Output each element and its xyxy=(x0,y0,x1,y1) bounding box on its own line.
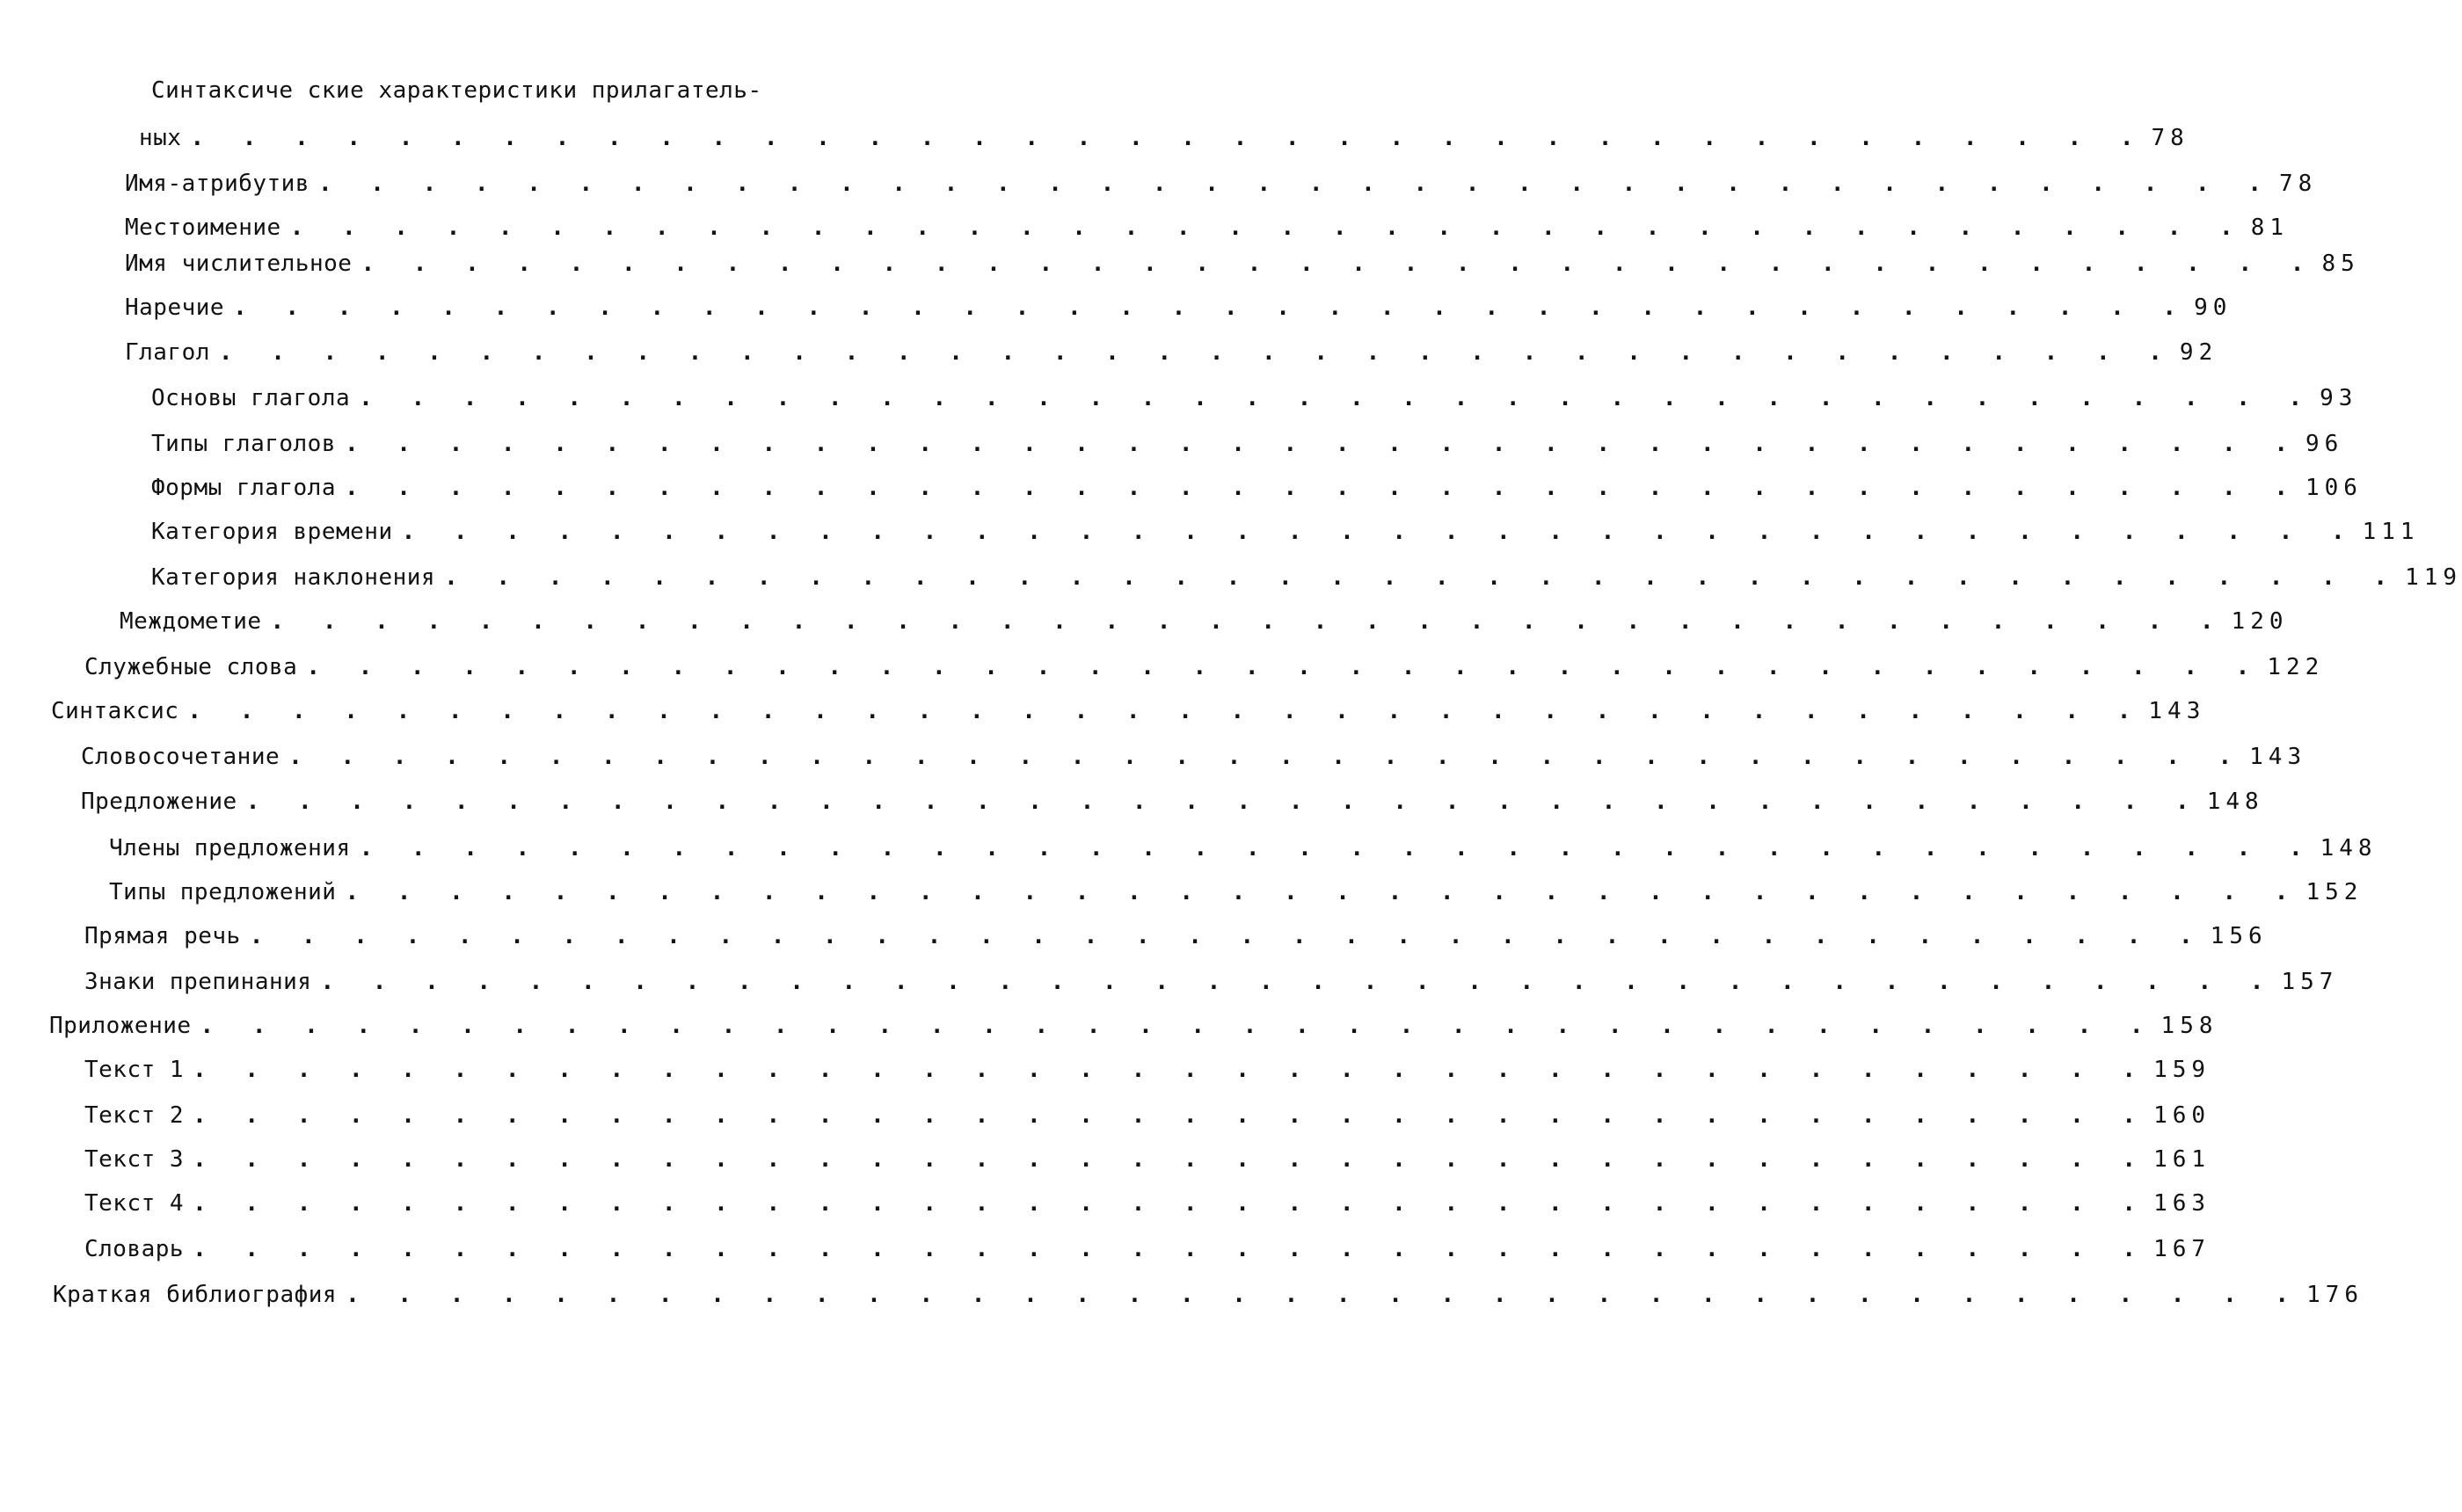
toc-page-number: 78 xyxy=(2279,171,2318,197)
toc-entry-label: Члены предложения xyxy=(109,835,351,861)
toc-entry[interactable] xyxy=(151,473,2363,503)
toc-page-number: 160 xyxy=(2153,1102,2211,1129)
toc-entry[interactable] xyxy=(81,742,2307,772)
toc-entry-label: Прямая речь xyxy=(84,923,241,949)
toc-entry[interactable] xyxy=(151,429,2344,459)
toc-entry-label: Текст 3 xyxy=(84,1146,185,1173)
toc-entry[interactable] xyxy=(84,1189,2211,1218)
toc-page-number: 119 xyxy=(2405,564,2462,591)
toc-entry[interactable] xyxy=(53,1280,2364,1310)
toc-entry-label: Имя числительное xyxy=(125,251,353,277)
toc-page-number: 122 xyxy=(2267,654,2325,680)
toc-entry-label: Типы глаголов xyxy=(151,431,336,457)
toc-entry[interactable] xyxy=(125,169,2318,199)
dot-leader: . . . . . . . . . . . . . . . . . . . . . . . . . . . . . . . . . . . . . . xyxy=(345,475,2300,501)
toc-entry[interactable] xyxy=(84,1145,2211,1174)
dot-leader: . . . . . . . . . . . . . . . . . . . . . . . . . . . . . . . . . . . . . . xyxy=(289,214,2246,241)
toc-entry-label: Словосочетание xyxy=(81,744,280,770)
toc-page-number: 143 xyxy=(2249,744,2307,770)
toc-entry[interactable] xyxy=(84,1234,2211,1264)
toc-entry-label-line1: Синтаксиче ские характеристики прилагатель- xyxy=(151,77,762,104)
toc-page-number: 176 xyxy=(2306,1282,2364,1308)
toc-page-number: 167 xyxy=(2153,1236,2211,1262)
dot-leader: . . . . . . . . . . . . . . . . . . . . . . . . . . . . . . . . . . . . . . xyxy=(193,1190,2149,1217)
dot-leader: . . . . . . . . . . . . . . . . . . . . . . . . . . . . . . . . . . . . . . xyxy=(346,1282,2302,1308)
toc-entry[interactable] xyxy=(125,249,2360,279)
toc-entry-label: Категория наклонения xyxy=(151,564,436,591)
toc-entry-label: Типы предложений xyxy=(109,879,337,905)
toc-entry[interactable] xyxy=(84,1055,2211,1085)
toc-entry[interactable] xyxy=(84,967,2339,997)
toc-page-number: 156 xyxy=(2210,923,2268,949)
dot-leader: . . . . . . . . . . . . . . . . . . . . . . . . . . . . . . . . . . . . . . xyxy=(190,125,2146,151)
toc-page-number: 96 xyxy=(2305,431,2344,457)
toc-entry-label: Текст 1 xyxy=(84,1057,185,1083)
dot-leader: . . . . . . . . . . . . . . . . . . . . . . . . . . . . . . . . . . . . . . xyxy=(444,564,2400,591)
toc-page-number: 158 xyxy=(2160,1013,2218,1039)
dot-leader: . . . . . . . . . . . . . . . . . . . . . . . . . . . . . . . . . . . . . . xyxy=(318,171,2274,197)
dot-leader: . . . . . . . . . . . . . . . . . . . . . . . . . . . . . . . . . . . . . . xyxy=(233,294,2189,321)
toc-entry-label: Предложение xyxy=(81,789,237,815)
dot-leader: . . . . . . . . . . . . . . . . . . . . . . . . . . . . . . . . . . . . . . xyxy=(193,1057,2149,1083)
toc-entry-label: Междометие xyxy=(120,608,262,635)
dot-leader: . . . . . . . . . . . . . . . . . . . . . . . . . . . . . . . . . . . . . . xyxy=(401,519,2357,545)
toc-page-number: 78 xyxy=(2151,125,2189,151)
toc-page-number: 111 xyxy=(2362,519,2420,545)
toc-entry[interactable] xyxy=(125,213,2289,243)
dot-leader: . . . . . . . . . . . . . . . . . . . . . . . . . . . . . . . . . . . . . . xyxy=(245,789,2202,815)
toc-page-number: 152 xyxy=(2305,879,2364,905)
dot-leader: . . . . . . . . . . . . . . . . . . . . . . . . . . . . . . . . . . . . . . xyxy=(359,835,2315,861)
toc-entry-label: Глагол xyxy=(125,339,210,366)
toc-page-number: 143 xyxy=(2148,698,2206,724)
toc-page-number: 157 xyxy=(2281,969,2339,995)
toc-entry-label: Синтаксис xyxy=(51,698,179,724)
toc-page-number: 163 xyxy=(2153,1190,2211,1217)
toc-entry-label: Знаки препинания xyxy=(84,969,312,995)
toc-page-number: 161 xyxy=(2153,1146,2211,1173)
toc-page-number: 159 xyxy=(2153,1057,2211,1083)
toc-entry-label: Текст 2 xyxy=(84,1102,185,1129)
dot-leader: . . . . . . . . . . . . . . . . . . . . . . . . . . . . . . . . . . . . . . xyxy=(249,923,2205,949)
toc-entry-label: Категория времени xyxy=(151,519,393,545)
toc-entry[interactable] xyxy=(84,1101,2211,1130)
toc-page-number: 90 xyxy=(2194,294,2233,321)
dot-leader: . . . . . . . . . . . . . . . . . . . . . . . . . . . . . . . . . . . . . . xyxy=(193,1236,2149,1262)
dot-leader: . . . . . . . . . . . . . . . . . . . . . . . . . . . . . . . . . . . . . . xyxy=(200,1013,2156,1039)
dot-leader: . . . . . . . . . . . . . . . . . . . . . . . . . . . . . . . . . . . . . . xyxy=(345,879,2301,905)
toc-entry-label: Основы глагола xyxy=(151,385,351,411)
dot-leader: . . . . . . . . . . . . . . . . . . . . . . . . . . . . . . . . . . . . . . xyxy=(306,654,2262,680)
toc-entry[interactable] xyxy=(125,293,2233,323)
toc-entry[interactable] xyxy=(151,383,2358,413)
toc-entry-label: Словарь xyxy=(84,1236,185,1262)
toc-page-number: 93 xyxy=(2320,385,2358,411)
toc-entry-label: Служебные слова xyxy=(84,654,298,680)
toc-page-number: 148 xyxy=(2320,835,2378,861)
dot-leader: . . . . . . . . . . . . . . . . . . . . . . . . . . . . . . . . . . . . . . xyxy=(193,1102,2149,1129)
toc-entry[interactable] xyxy=(139,123,2189,153)
toc-entry[interactable] xyxy=(151,517,2420,547)
dot-leader: . . . . . . . . . . . . . . . . . . . . . . . . . . . . . . . . . . . . . . xyxy=(270,608,2226,635)
dot-leader: . . . . . . . . . . . . . . . . . . . . . . . . . . . . . . . . . . . . . . xyxy=(359,385,2315,411)
toc-entry[interactable] xyxy=(109,833,2378,863)
toc-page-number: 81 xyxy=(2250,214,2289,241)
toc-entry[interactable] xyxy=(84,921,2268,951)
dot-leader: . . . . . . . . . . . . . . . . . . . . . . . . . . . . . . . . . . . . . . xyxy=(187,698,2144,724)
dot-leader: . . . . . . . . . . . . . . . . . . . . . . . . . . . . . . . . . . . . . . xyxy=(218,339,2174,366)
dot-leader: . . . . . . . . . . . . . . . . . . . . . . . . . . . . . . . . . . . . . . xyxy=(320,969,2276,995)
toc-entry-label: Приложение xyxy=(49,1013,192,1039)
toc-entry[interactable] xyxy=(49,1011,2218,1041)
toc-entry-label: Имя-атрибутив xyxy=(125,171,310,197)
dot-leader: . . . . . . . . . . . . . . . . . . . . . . . . . . . . . . . . . . . . . . xyxy=(345,431,2300,457)
toc-page-number: 120 xyxy=(2231,608,2289,635)
toc-page-number: 85 xyxy=(2321,251,2360,277)
toc-page-number: 92 xyxy=(2179,339,2218,366)
dot-leader: . . . . . . . . . . . . . . . . . . . . . . . . . . . . . . . . . . . . . . xyxy=(361,251,2317,277)
toc-entry[interactable] xyxy=(120,607,2289,636)
toc-entry-label: Формы глагола xyxy=(151,475,336,501)
dot-leader: . . . . . . . . . . . . . . . . . . . . . . . . . . . . . . . . . . . . . . xyxy=(288,744,2245,770)
toc-entry[interactable] xyxy=(125,338,2218,367)
toc-entry[interactable] xyxy=(109,877,2364,907)
toc-entry[interactable] xyxy=(81,787,2264,817)
toc-entry-label: Местоимение xyxy=(125,214,281,241)
toc-entry[interactable] xyxy=(151,563,2462,592)
toc-entry-label: ных xyxy=(139,125,182,151)
dot-leader: . . . . . . . . . . . . . . . . . . . . . . . . . . . . . . . . . . . . . . xyxy=(193,1146,2149,1173)
toc-entry[interactable] xyxy=(84,652,2325,682)
toc-page-number: 148 xyxy=(2206,789,2264,815)
toc-entry[interactable] xyxy=(51,696,2206,726)
toc-entry-label: Наречие xyxy=(125,294,225,321)
toc-page-number: 106 xyxy=(2305,475,2363,501)
toc-entry-label: Краткая библиография xyxy=(53,1282,338,1308)
toc-entry-label: Текст 4 xyxy=(84,1190,185,1217)
